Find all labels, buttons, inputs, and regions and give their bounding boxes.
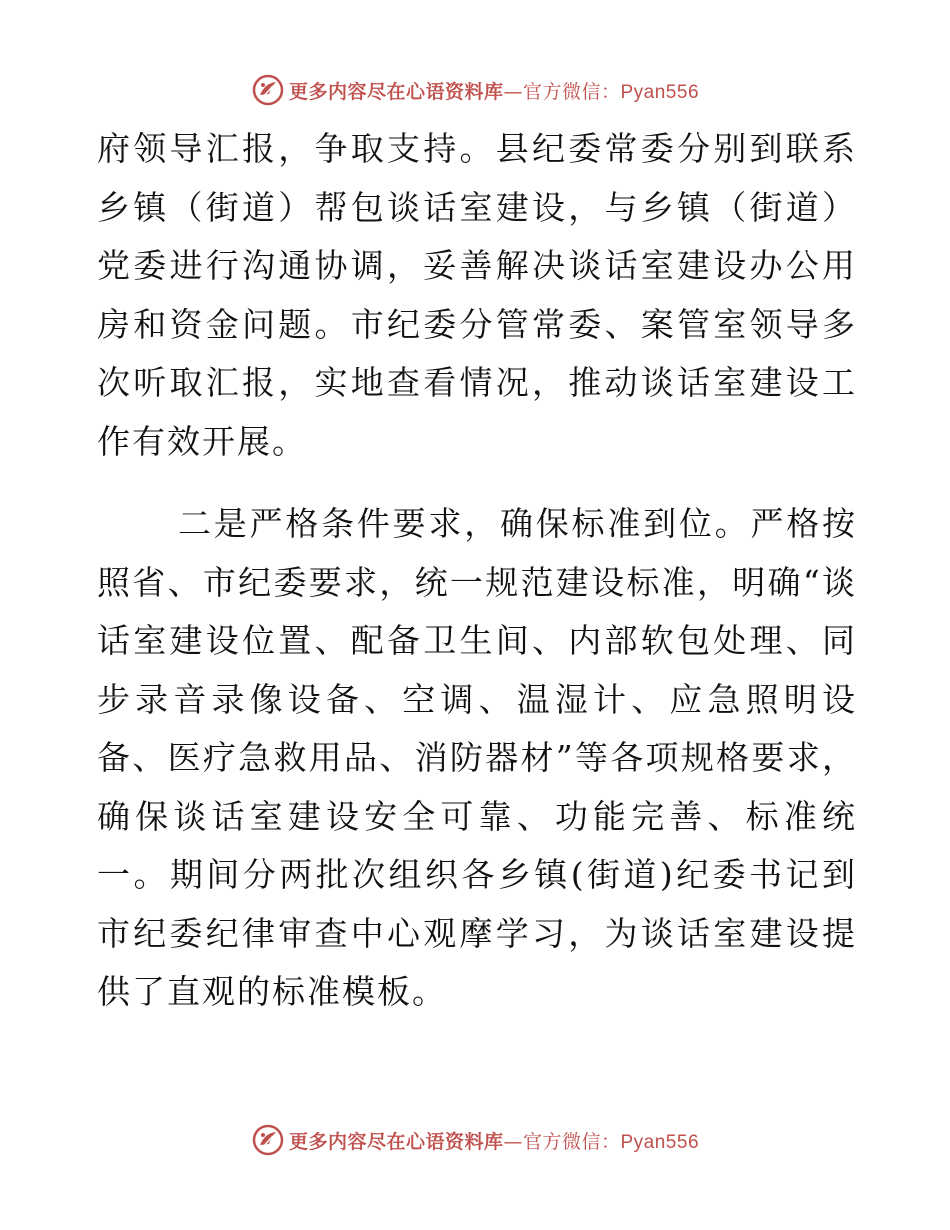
banner-wechat-id: Pyan556 bbox=[620, 1131, 700, 1153]
document-body bbox=[97, 120, 857, 1022]
banner-main-text: 更多内容尽在心语资料库 bbox=[288, 80, 504, 103]
library-logo-icon bbox=[251, 1123, 285, 1157]
paragraph-standards: 二是严格条件要求，确保标准到位。严格按照省、市纪委要求，统一规范建设标准，明确“谈话室建设位置、配备卫生间、内部软包处理、同步录音录像设备、空调、温湿计、应急照明设备、医疗急救用品、消防器材”等各项规格要求，确保谈话室建设安全可靠、功能完善、标准统一。期间分两批次组织各乡镇(街道)纪委书记到市纪委纪律审查中心观摩学习，为谈话室建设提供了直观的标准模板。 bbox=[97, 504, 857, 1011]
banner-wechat-label: 官方微信： bbox=[522, 1130, 621, 1153]
banner-wechat-id: Pyan556 bbox=[620, 81, 700, 103]
banner-wechat-label: 官方微信： bbox=[522, 80, 621, 103]
banner-dash: — bbox=[503, 1130, 523, 1153]
paragraph-continuation: 府领导汇报，争取支持。县纪委常委分别到联系乡镇（街道）帮包谈话室建设，与乡镇（街道）党委进行沟通协调，妥善解决谈话室建设办公用房和资金问题。市纪委分管常委、案管室领导多次听取汇报，实地查看情况，推动谈话室建设工作有效开展。 bbox=[97, 129, 857, 461]
banner-dash: — bbox=[503, 80, 523, 103]
library-logo-icon bbox=[251, 73, 285, 107]
banner-main-text: 更多内容尽在心语资料库 bbox=[288, 1130, 504, 1153]
header-watermark-banner bbox=[0, 70, 950, 110]
footer-watermark-banner bbox=[0, 1120, 950, 1160]
